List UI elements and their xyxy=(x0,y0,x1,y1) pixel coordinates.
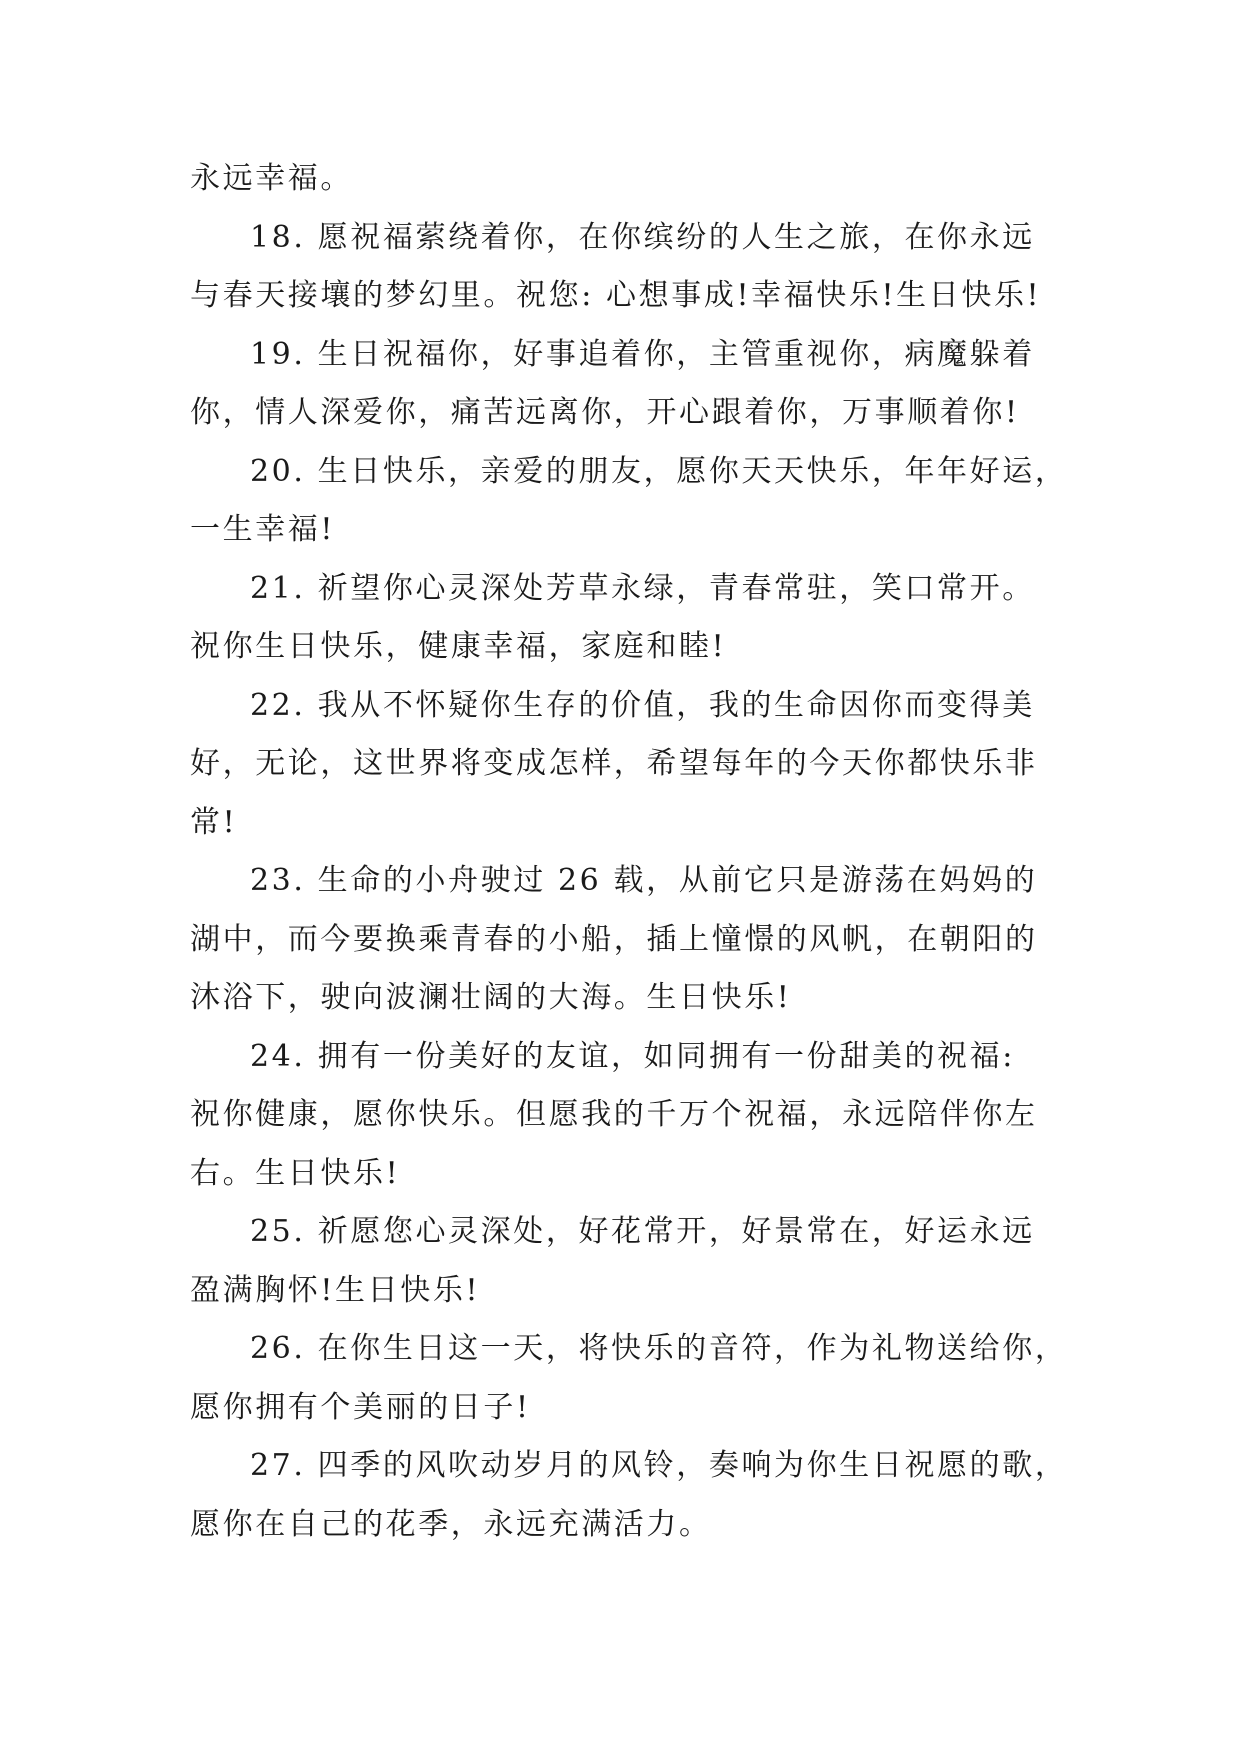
text-line: 常! xyxy=(190,804,238,840)
paragraph-25 xyxy=(190,1203,1050,1320)
text-line: 与春天接壤的梦幻里。祝您: 心想事成!幸福快乐!生日快乐! xyxy=(190,278,1042,313)
text-line: 你，情人深爱你，痛苦远离你，开心跟着你，万事顺着你! xyxy=(190,395,1020,430)
text-line: 25. 祈愿您心灵深处，好花常开，好景常在，好运永远 xyxy=(250,1214,1035,1249)
paragraph-18 xyxy=(190,209,1050,326)
text-line: 27. 四季的风吹动岁月的风铃，奏响为你生日祝愿的歌， xyxy=(250,1448,1068,1483)
text-line: 祝你健康，愿你快乐。但愿我的千万个祝福，永远陪伴你左 xyxy=(190,1097,1038,1132)
text-line: 26. 在你生日这一天，将快乐的音符，作为礼物送给你， xyxy=(250,1331,1068,1366)
text-line: 18. 愿祝福萦绕着你，在你缤纷的人生之旅，在你永远 xyxy=(250,219,1035,255)
document-body xyxy=(190,150,1068,1554)
text-line: 永远幸福。 xyxy=(190,161,353,196)
paragraph-17-continuation xyxy=(190,150,1050,209)
text-line: 一生幸福! xyxy=(190,512,336,547)
paragraph-20 xyxy=(190,443,1068,560)
text-line: 右。生日快乐! xyxy=(190,1155,401,1191)
text-line: 盈满胸怀!生日快乐! xyxy=(190,1272,481,1308)
text-line: 23. 生命的小舟驶过 26 载，从前它只是游荡在妈妈的 xyxy=(250,863,1038,898)
paragraph-22 xyxy=(190,677,1050,853)
text-line: 24. 拥有一份美好的友谊，如同拥有一份甜美的祝福: xyxy=(250,1038,1015,1074)
text-line: 19. 生日祝福你，好事追着你，主管重视你，病魔躲着 xyxy=(250,336,1035,372)
paragraph-21 xyxy=(190,560,1050,677)
paragraph-26 xyxy=(190,1320,1068,1437)
text-line: 好，无论，这世界将变成怎样，希望每年的今天你都快乐非 xyxy=(190,746,1038,781)
text-line: 20. 生日快乐，亲爱的朋友，愿你天天快乐，年年好运， xyxy=(250,453,1068,489)
paragraph-27 xyxy=(190,1437,1068,1554)
text-line: 21. 祈望你心灵深处芳草永绿，青春常驻，笑口常开。 xyxy=(250,570,1035,606)
text-line: 愿你在自己的花季，永远充满活力。 xyxy=(190,1506,712,1542)
text-line: 沐浴下，驶向波澜壮阔的大海。生日快乐! xyxy=(190,980,792,1015)
text-line: 愿你拥有个美丽的日子! xyxy=(190,1389,531,1425)
text-line: 湖中，而今要换乘青春的小船，插上憧憬的风帆，在朝阳的 xyxy=(190,921,1038,957)
paragraph-23 xyxy=(190,852,1050,1028)
text-line: 祝你生日快乐，健康幸福，家庭和睦! xyxy=(190,629,727,664)
paragraph-19 xyxy=(190,326,1050,443)
text-line: 22. 我从不怀疑你生存的价值，我的生命因你而变得美 xyxy=(250,687,1035,723)
paragraph-24 xyxy=(190,1028,1050,1204)
